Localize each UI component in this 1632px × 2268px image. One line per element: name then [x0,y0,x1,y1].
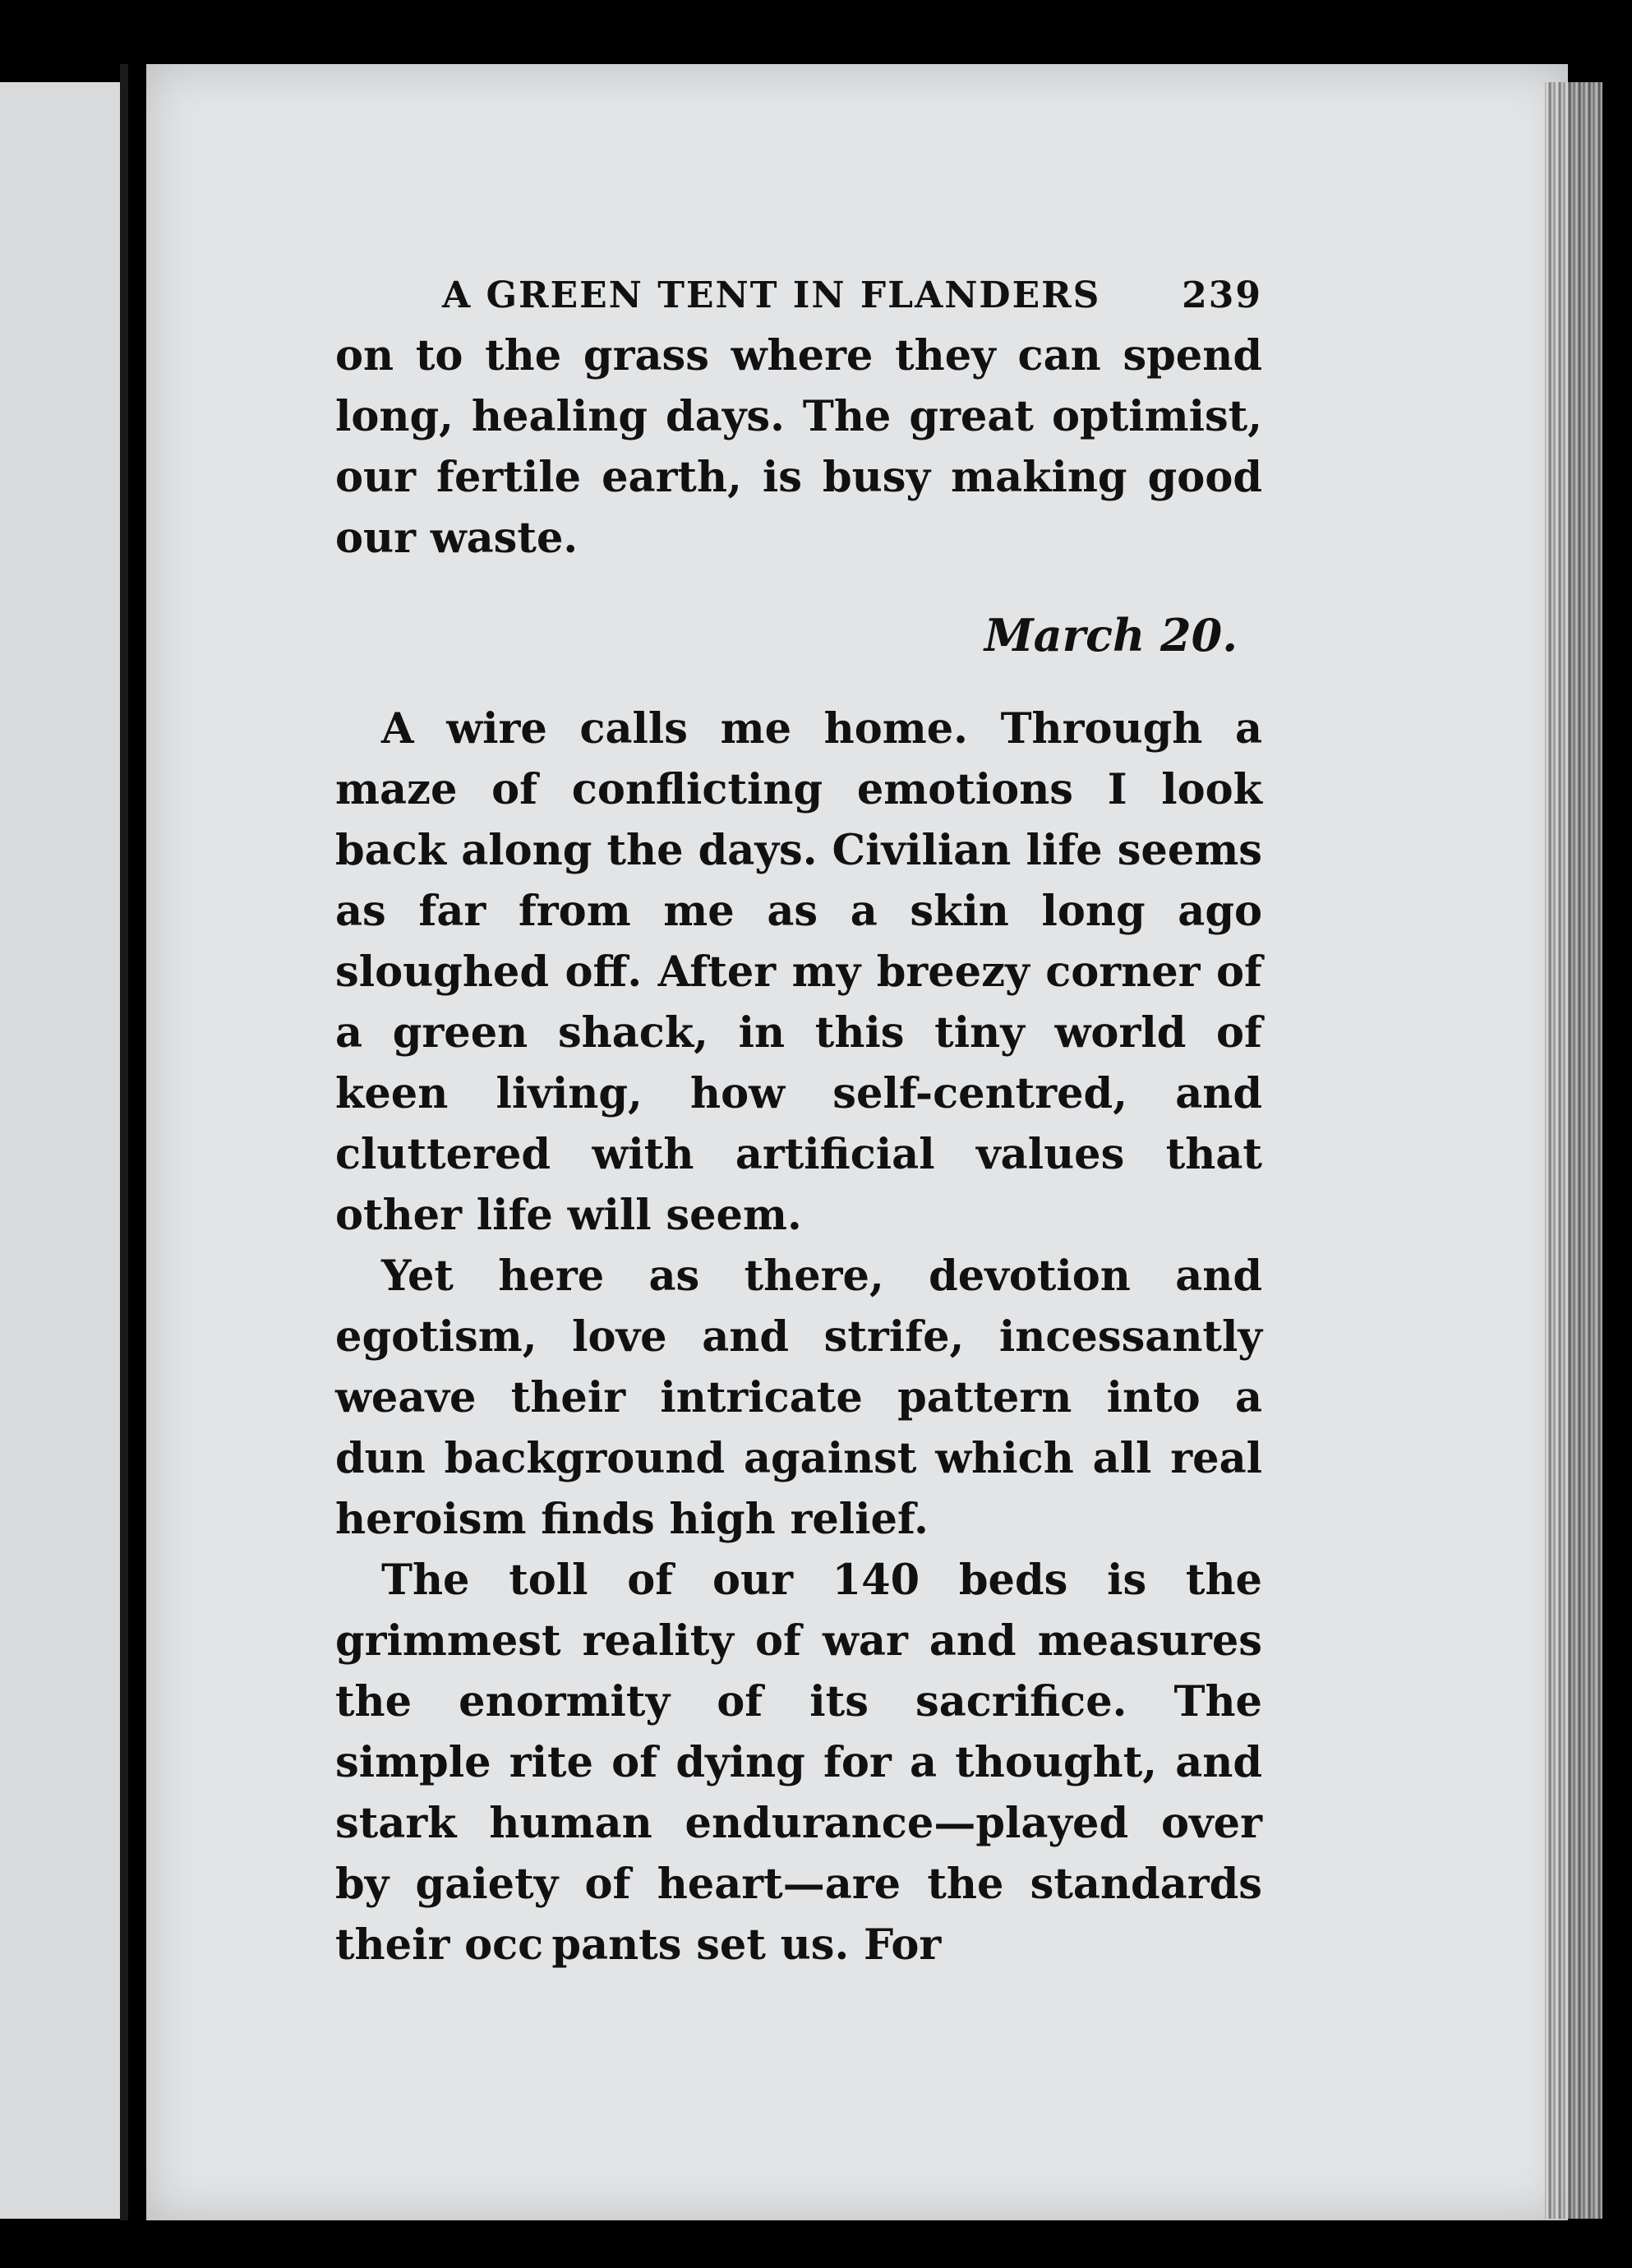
page-number: 239 [1182,274,1262,316]
paragraph: on to the grass where they can spend long, healing days. The great optimist, our fertile earth, is busy making good our waste. [335,331,1262,563]
text-block [335,271,1262,1975]
facing-page-edge [0,82,120,2219]
entry-date: March 20. [984,609,1238,662]
body-text [335,325,1262,1975]
paragraph: A wire calls me home. Through a maze of conflicting emotions I look back along the days. Civilian life seems as far from me as a skin long ago sloughed off. After my breezy corner of a green shack, in this tiny world of keen living, how self-centred, and cluttered with artificial values that other life will seem. [335,704,1262,1240]
page-fore-edge [1545,82,1602,2219]
paragraph: Yet here as there, devotion and egotism, love and strife, incessantly weave their intricate pattern into a dun background against which all real heroism finds high relief. [335,1252,1262,1544]
running-head [442,271,1262,325]
paragraph: The toll of our 140 beds is the grimmest reality of war and measures the enormity of its sacrifice. The simple rite of dying for a thought, and stark human endurance—played over by gaiety of heart—are the standards their occ pants set us. For [335,1556,1262,1970]
gutter-shadow [120,64,128,2220]
running-head-title: A GREEN TENT IN FLANDERS [442,274,1101,316]
